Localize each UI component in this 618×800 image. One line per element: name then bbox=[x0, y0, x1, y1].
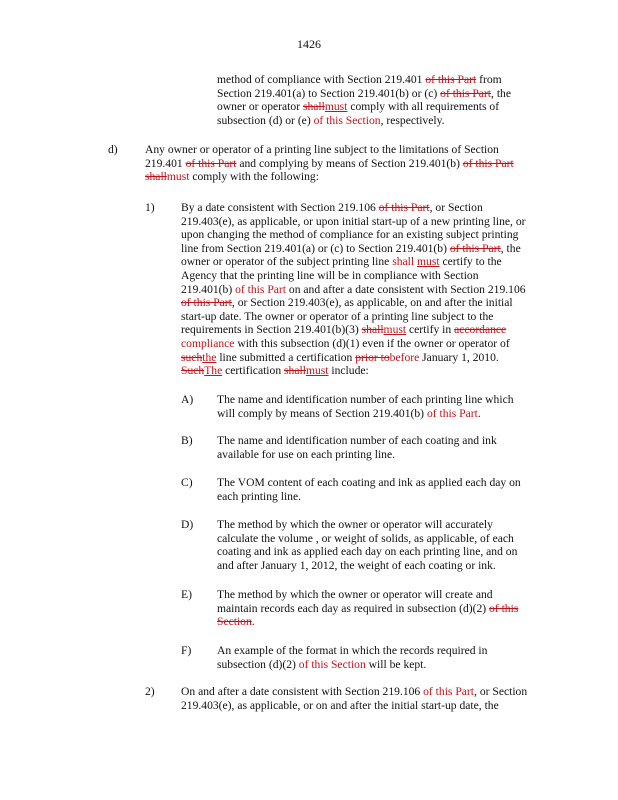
item-a-label: A) bbox=[181, 393, 194, 406]
intro-paragraph: method of compliance with Section 219.401 of this Part from Section 219.401(a) to Section 219.401(b) or (c) of this Part, the owner or operator shallmust comply with all requirements of subsection (d) or (e) of this Section, respectively. bbox=[217, 73, 511, 127]
item-e-label: E) bbox=[181, 588, 192, 601]
paragraph-1-text: By a date consistent with Section 219.106 of this Part, or Section 219.403(e), as applicable, or upon initial start-up of a new printing line, or upon changing the method of compliance for an existing subject printing line from Section 219.401(a) or (c) to Section 219.401(b) of this Part, the owner or operator of the subject printing line shall must certify to the Agency that the printing line will be in compliance with Section 219.401(b) of this Part on and after a date consistent with Section 219.106 of this Part, or Section 219.403(e), as applicable, on and after the initial start-up date. The owner or operator of a printing line subject to the requirements in Section 219.401(b)(3) shallmust certify in accordance compliance with this subsection (d)(1) even if the owner or operator of suchthe line submitted a certification prior tobefore January 1, 2010. SuchThe certification shallmust include: bbox=[181, 201, 526, 378]
item-c-label: C) bbox=[181, 476, 193, 489]
subsection-d-text: Any owner or operator of a printing line subject to the limitations of Section 219.401 of this Part and complying by means of Section 219.401(b) of this Part shallmust comply with the following: bbox=[145, 143, 514, 184]
item-b-text: The name and identification number of each coating and ink available for use on each printing line. bbox=[217, 434, 497, 461]
subsection-d-label: d) bbox=[108, 143, 118, 156]
item-c-text: The VOM content of each coating and ink as applied each day on each printing line. bbox=[217, 476, 521, 503]
paragraph-1-label: 1) bbox=[145, 201, 155, 214]
item-d-text: The method by which the owner or operator will accurately calculate the volume , or weight of solids, as applicable, of each coating and ink as applied each day on each printing line, and on and after January 1, 2012, the weight of each coating or ink. bbox=[217, 518, 518, 572]
item-f-label: F) bbox=[181, 644, 192, 657]
page-number: 1426 bbox=[297, 37, 321, 51]
paragraph-2-label: 2) bbox=[145, 685, 155, 698]
item-e-text: The method by which the owner or operator will create and maintain records each day as required in subsection (d)(2) of this Section. bbox=[217, 588, 519, 629]
paragraph-2-text: On and after a date consistent with Section 219.106 of this Part, or Section 219.403(e), as applicable, or on and after the initial start-up date, the bbox=[181, 685, 528, 712]
item-f-text: An example of the format in which the records required in subsection (d)(2) of this Section will be kept. bbox=[217, 644, 488, 671]
item-b-label: B) bbox=[181, 434, 193, 447]
item-a-text: The name and identification number of each printing line which will comply by means of Section 219.401(b) of this Part. bbox=[217, 393, 514, 420]
item-d-label: D) bbox=[181, 518, 194, 531]
